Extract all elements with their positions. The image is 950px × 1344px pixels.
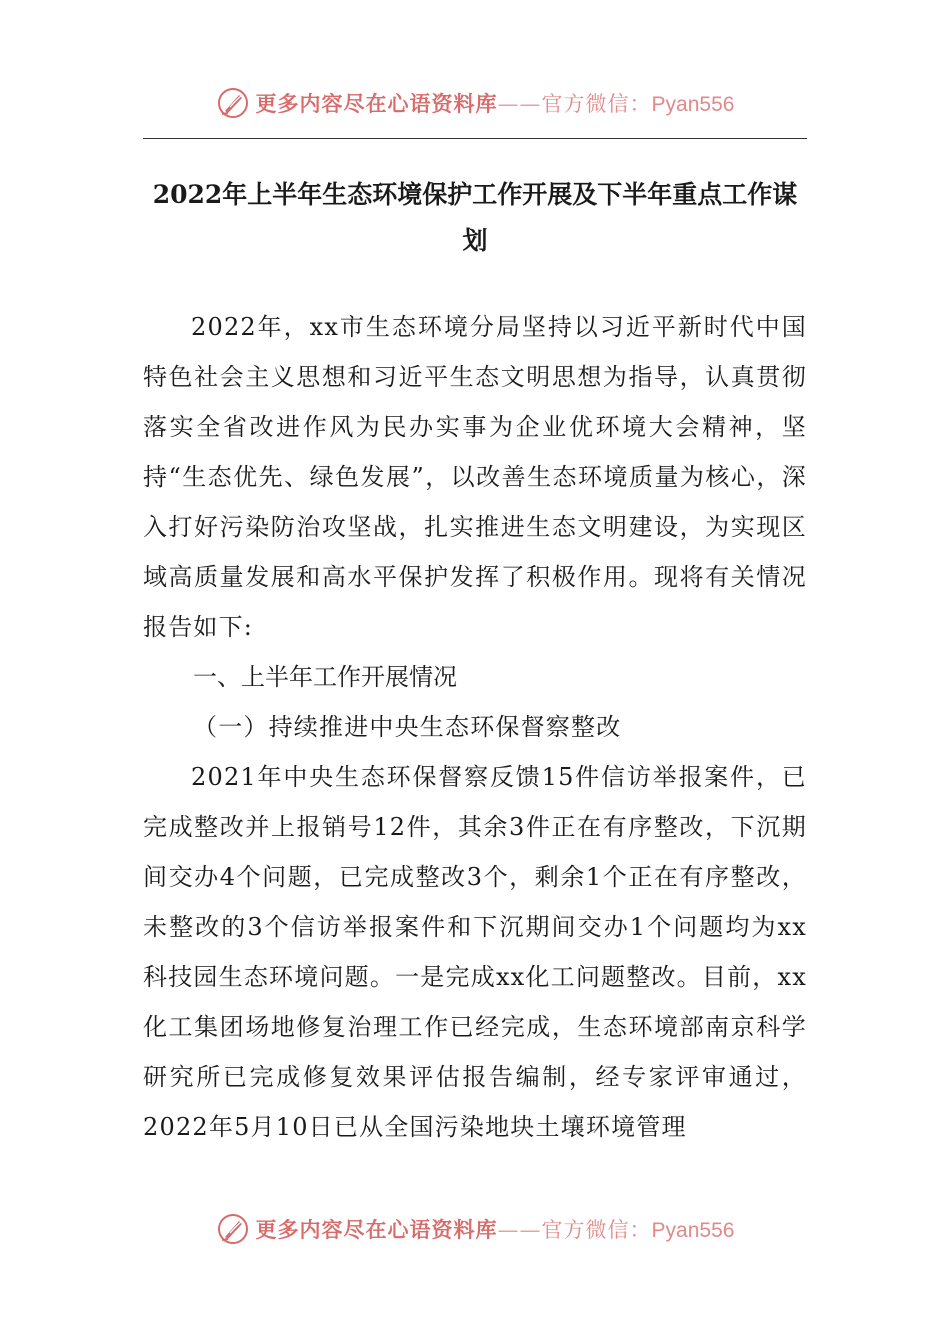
subsection-heading: （一）持续推进中央生态环保督察整改 [193, 713, 622, 741]
watermark-contact-id: Pyan556 [651, 1219, 735, 1242]
watermark-brand: 更多内容尽在心语资料库 [255, 1218, 498, 1242]
header-divider [143, 138, 807, 139]
watermark-contact-label: 官方微信： [541, 1218, 652, 1242]
watermark-separator: —— [497, 1218, 542, 1242]
watermark-brand: 更多内容尽在心语资料库 [255, 92, 498, 116]
quill-pen-logo-icon [216, 1212, 250, 1246]
intro-paragraph: 2022年，xx市生态环境分局坚持以习近平新时代中国特色社会主义思想和习近平生态文明思想为指导，认真贯彻落实全省改进作风为民办实事为企业优环境大会精神，坚持“生态优先、绿色发展”，以改善生态环境质量为核心，深入打好污染防治攻坚战，扎实推进生态文明建设，为实现区域高质量发展和高水平保护发挥了积极作用。现将有关情况报告如下: [143, 313, 807, 641]
footer-watermark [0, 1204, 950, 1254]
quill-pen-logo-icon [216, 86, 250, 120]
document-body [143, 302, 807, 1152]
header-watermark [0, 78, 950, 128]
section-heading: 一、上半年工作开展情况 [193, 663, 457, 691]
watermark-contact-label: 官方微信： [541, 92, 652, 116]
body-paragraph: 2021年中央生态环保督察反馈15件信访举报案件，已完成整改并上报销号12件，其余3件正在有序整改，下沉期间交办4个问题，已完成整改3个，剩余1个正在有序整改，未整改的3个信访举报案件和下沉期间交办1个问题均为xx科技园生态环境问题。一是完成xx化工问题整改。目前，xx化工集团场地修复治理工作已经完成，生态环境部南京科学研究所已完成修复效果评估报告编制，经专家评审通过，2022年5月10日已从全国污染地块土壤环境管理 [143, 763, 807, 1141]
watermark-contact-id: Pyan556 [651, 93, 735, 116]
document-title: 2022年上半年生态环境保护工作开展及下半年重点工作谋划 [152, 180, 798, 255]
watermark-separator: —— [497, 92, 542, 116]
